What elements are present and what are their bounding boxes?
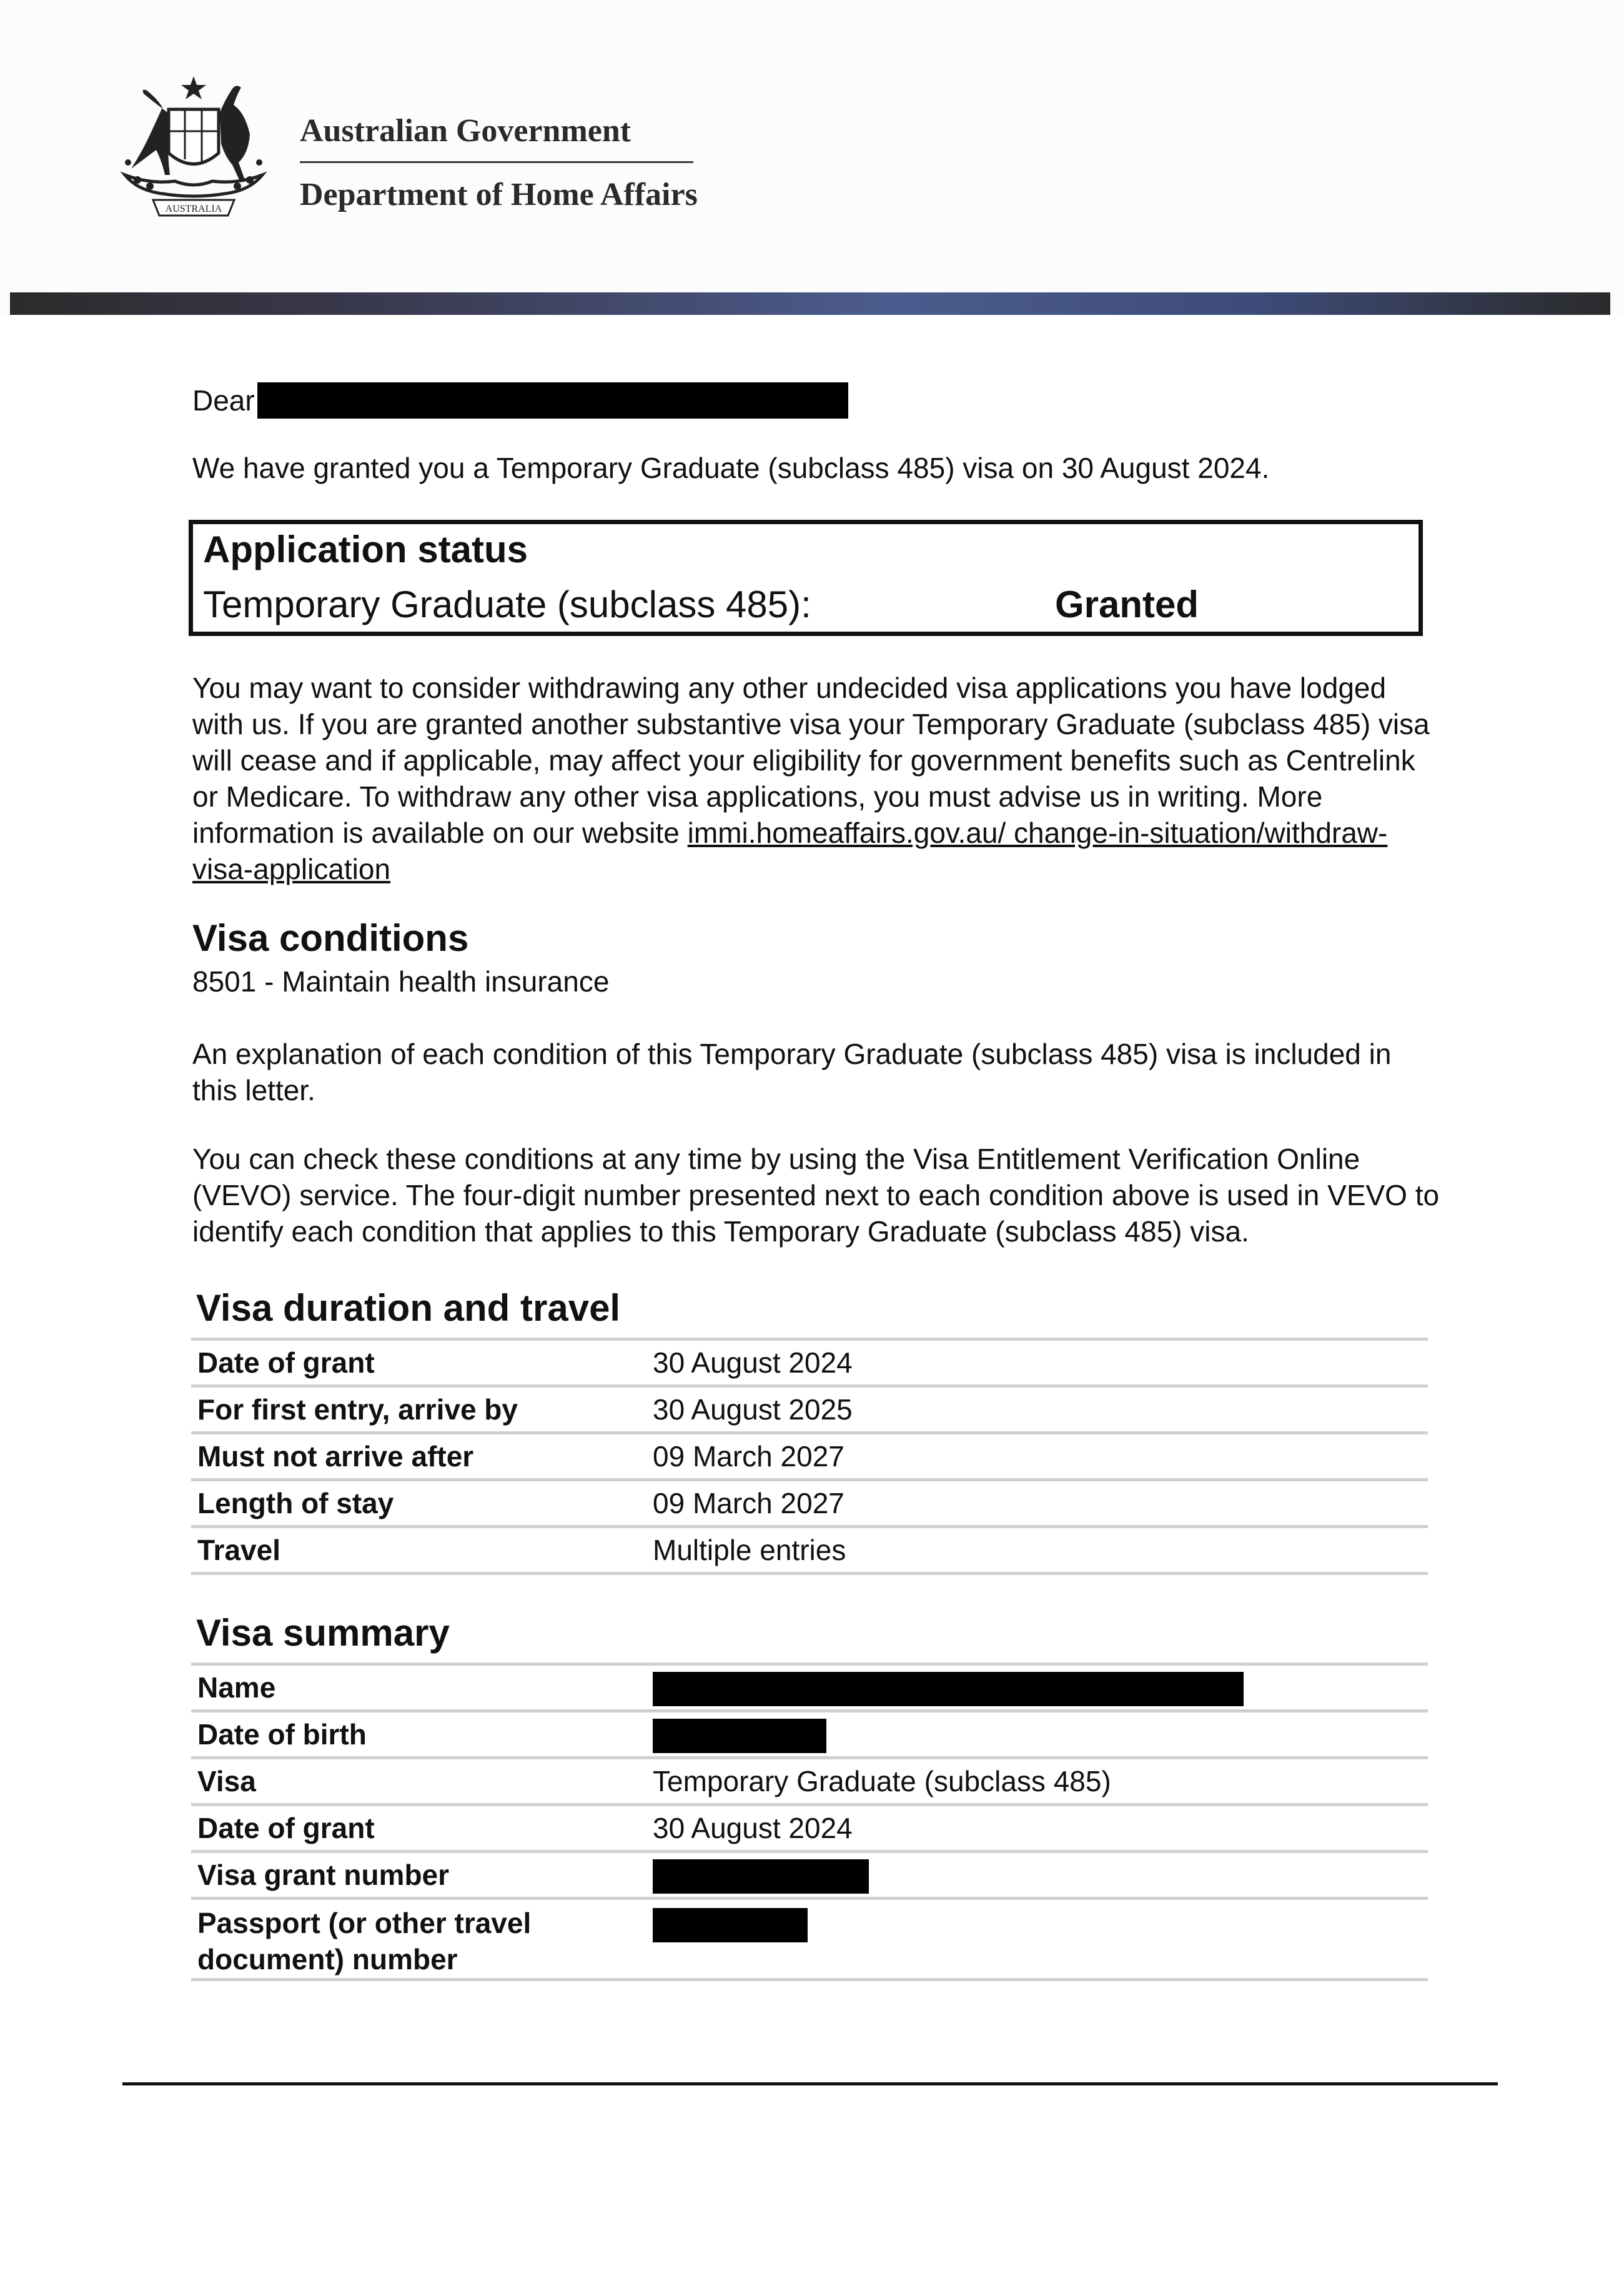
table-row: [191, 1388, 1428, 1434]
row-value: 09 March 2027: [653, 1440, 844, 1473]
row-value: 30 August 2025: [653, 1393, 853, 1426]
visa-conditions-heading: Visa conditions: [192, 917, 469, 959]
row-label: Date of grant: [197, 1346, 375, 1379]
row-label: Must not arrive after: [197, 1440, 474, 1473]
row-label: For first entry, arrive by: [197, 1393, 518, 1426]
redacted-name: [653, 1672, 1244, 1706]
status-visa-name: Temporary Graduate (subclass 485):: [203, 584, 811, 625]
row-value: 30 August 2024: [653, 1346, 853, 1379]
row-value: [653, 1905, 808, 1942]
row-label: Passport (or other travel document) number: [197, 1907, 532, 1975]
letterhead: [0, 0, 1624, 316]
table-row: [191, 1806, 1428, 1853]
row-label: Date of birth: [197, 1718, 367, 1751]
visa-duration-heading: Visa duration and travel: [196, 1287, 621, 1329]
department-name: Department of Home Affairs: [300, 177, 698, 212]
table-row: [191, 1759, 1428, 1806]
row-value: [653, 1856, 869, 1894]
status-title: Application status: [203, 529, 528, 570]
row-value: [653, 1669, 1244, 1706]
table-row: [191, 1712, 1428, 1759]
row-label: Visa grant number: [197, 1859, 450, 1891]
row-label: Length of stay: [197, 1487, 394, 1519]
table-row: [191, 1666, 1428, 1712]
row-value: Temporary Graduate (subclass 485): [653, 1765, 1111, 1797]
row-label: Visa: [197, 1765, 256, 1797]
row-label: Travel: [197, 1534, 280, 1566]
row-value: 09 March 2027: [653, 1487, 844, 1519]
table-row: [191, 1528, 1428, 1575]
table-row: [191, 1434, 1428, 1481]
withdraw-text: You may want to consider withdrawing any other undecided visa applications you have lodged with us. If you are granted another substantive visa your Temporary Graduate (subclass 485) visa will cease and if applicable, may affect your eligibility for government benefits such as Centrelink or Medicare. To withdraw any other visa applications, you must advise us in writing. More information is available on our website: [192, 672, 1430, 849]
row-value: [653, 1716, 826, 1753]
row-value: 30 August 2024: [653, 1812, 853, 1844]
application-status-box: [189, 520, 1423, 636]
row-label: Name: [197, 1671, 276, 1704]
withdraw-paragraph: [192, 670, 1442, 887]
australian-coat-of-arms-icon: [100, 75, 287, 219]
visa-summary-table: [191, 1662, 1428, 1981]
withdraw-info-link[interactable]: immi.homeaffairs.gov.au/ change-in-situation/withdraw-visa-application: [192, 817, 1388, 885]
row-value: Multiple entries: [653, 1534, 846, 1566]
table-row: [191, 1900, 1428, 1981]
status-value: Granted: [1055, 584, 1199, 625]
table-row: [191, 1853, 1428, 1900]
table-row: [191, 1481, 1428, 1528]
footer-divider: [122, 2082, 1498, 2085]
visa-duration-table: [191, 1338, 1428, 1575]
header-divider: [300, 161, 693, 163]
redacted-date-of-birth: [653, 1719, 826, 1753]
visa-summary-heading: Visa summary: [196, 1612, 450, 1654]
redacted-grant-number: [653, 1859, 869, 1894]
salutation-line: [192, 382, 1442, 419]
grant-sentence: We have granted you a Temporary Graduate (subclass 485) visa on 30 August 2024.: [192, 452, 1270, 484]
redacted-recipient-name: [257, 382, 848, 419]
government-name: Australian Government: [300, 113, 631, 149]
table-row: [191, 1341, 1428, 1388]
condition-item: 8501 - Maintain health insurance: [192, 965, 610, 998]
vevo-paragraph: You can check these conditions at any time by using the Visa Entitlement Verification Online (VEVO) service. The four-digit number presented next to each condition above is used in VEVO to identify each condition that applies to this Temporary Graduate (subclass 485) visa.: [192, 1143, 1440, 1248]
salutation: Dear: [192, 384, 255, 417]
redacted-passport-number: [653, 1908, 808, 1942]
header-band: [10, 292, 1610, 315]
crest-ribbon-text: AUSTRALIA: [165, 204, 222, 214]
conditions-explanation: An explanation of each condition of this Temporary Graduate (subclass 485) visa is included in this letter.: [192, 1038, 1392, 1106]
row-label: Date of grant: [197, 1812, 375, 1844]
